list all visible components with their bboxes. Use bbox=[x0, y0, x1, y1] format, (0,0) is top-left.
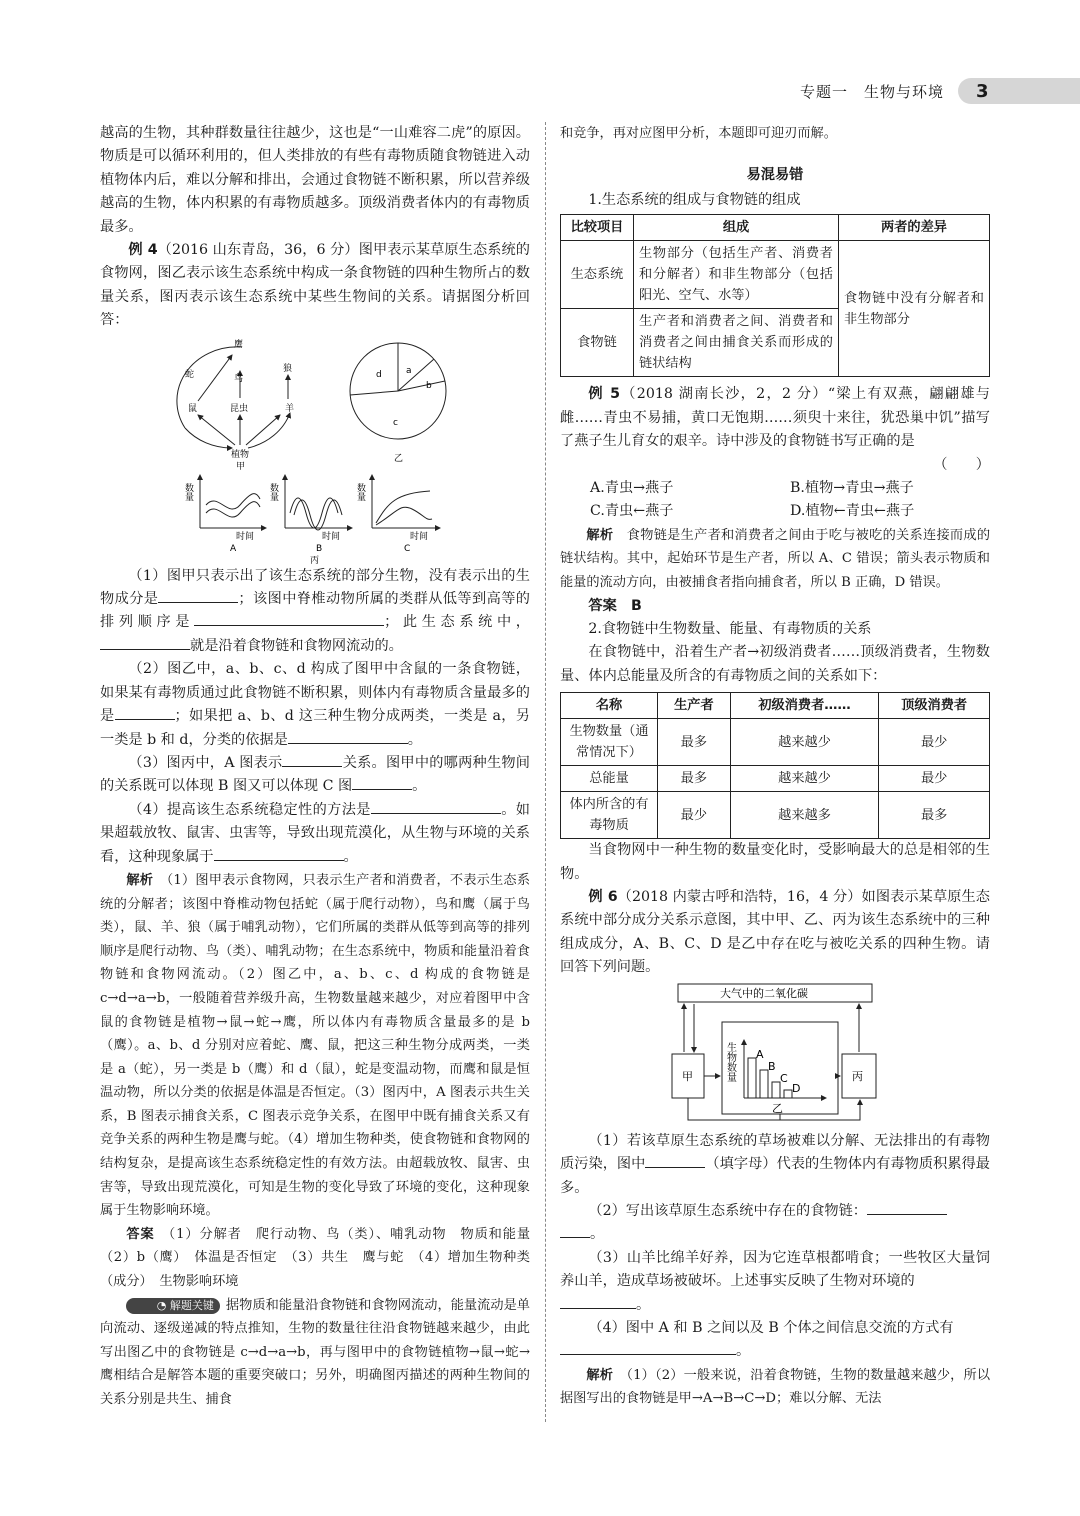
q1-part-d: 就是沿着食物链和食物网流动的。 bbox=[190, 637, 403, 654]
t2-row bbox=[561, 719, 990, 766]
answer-4 bbox=[100, 1223, 544, 1294]
graph-B-xlabel: 时间 bbox=[322, 531, 341, 542]
q6-3-part-b: 。 bbox=[636, 1296, 651, 1313]
analysis-5-text: 食物链是生产者和消费者之间由于吃与被吃的关系连接而成的链状结构。其中，起始环节是生产者，所以 A、C 错误；箭头表示物质和能量的流动方向，由被捕食者指向捕食者，所以 B 正确，D 错误。 bbox=[560, 527, 991, 591]
web-wolf: 狼 bbox=[283, 363, 293, 374]
q1-blank-1[interactable] bbox=[158, 588, 238, 603]
pie-label-d: d bbox=[376, 369, 382, 380]
t1-row2-comp: 生产者和消费者之间、消费者和消费者之间由捕食关系而形成的链状结构 bbox=[634, 309, 839, 377]
answer-5 bbox=[560, 595, 990, 618]
t1-row2-item: 食物链 bbox=[561, 309, 634, 377]
example-4-text: （2016 山东青岛，36，6 分）图甲表示某草原生态系统的食物网，图乙表示该生态系统中构成一条食物链的四种生物所占的数量关系，图丙表示该生态系统中某些生物间的关系。请据图分析回答： bbox=[100, 242, 530, 329]
fig6-yi: 乙 bbox=[772, 1101, 783, 1115]
web-mouse: 鼠 bbox=[188, 403, 198, 414]
relation-table bbox=[560, 692, 990, 839]
pie-diagram bbox=[350, 343, 446, 464]
graph-A bbox=[183, 475, 266, 554]
q6-2-part-a: （2）写出该草原生态系统中存在的食物链： bbox=[588, 1202, 867, 1219]
fig6-bar-d: D bbox=[792, 1081, 801, 1095]
q1-part-a: （1）图甲只表示出了该生态系统的部分生物，没有表示出的生物成分是 bbox=[100, 567, 530, 608]
analysis-4-label: 解析 bbox=[126, 872, 154, 888]
t2-cell: 总能量 bbox=[561, 766, 658, 792]
q6-1-part-a: （1）若该草原生态系统的草场被难以分解、无法排出的有毒物质污染，图中 bbox=[560, 1132, 990, 1173]
q6-1-part-b: （填字母）代表的生物体内有毒物质积累得最多。 bbox=[560, 1156, 990, 1196]
t2-cell: 最少 bbox=[879, 719, 990, 766]
note-paragraph: 当食物网中一种生物的数量变化时，受影响最大的总是相邻的生物。 bbox=[560, 842, 990, 882]
analysis-5-label: 解析 bbox=[586, 527, 614, 543]
example-5-options bbox=[560, 477, 990, 524]
q6-3-blank[interactable] bbox=[560, 1294, 636, 1309]
question-6-2 bbox=[560, 1200, 990, 1247]
key-point bbox=[100, 1294, 530, 1412]
q1-blank-2[interactable] bbox=[194, 611, 384, 626]
q6-4-blank[interactable] bbox=[560, 1340, 736, 1355]
option-d[interactable]: D.植物←青虫←燕子 bbox=[790, 503, 915, 520]
q4-part-b: 。如果超载放牧、鼠害、虫害等，导致出现荒漠化，从生物与环境的关系看，这种现象属于 bbox=[100, 801, 530, 865]
question-6-1 bbox=[560, 1130, 990, 1200]
graph-A-label: A bbox=[230, 543, 237, 554]
option-b[interactable]: B.植物→青虫→燕子 bbox=[790, 480, 914, 497]
web-snake: 蛇 bbox=[185, 369, 195, 380]
t2-cell: 体内所含的有毒物质 bbox=[561, 792, 658, 839]
question-1 bbox=[100, 565, 530, 659]
example-4 bbox=[100, 239, 530, 333]
analysis-6 bbox=[560, 1364, 990, 1411]
q2-part-b: ；如果把 a、b、d 这三种生物分成两类，一类是 a，另一类是 b 和 d，分类的依据是 bbox=[100, 708, 530, 748]
option-c[interactable]: C.青虫←燕子 bbox=[590, 503, 674, 520]
answer-5-text: B bbox=[630, 597, 642, 614]
question-3 bbox=[100, 752, 530, 799]
t1-row1-comp: 生物部分（包括生产者、消费者和分解者）和非生物部分（包括阳光、空气、水等） bbox=[634, 241, 839, 309]
q2-part-a: （2）图乙中，a、b、c、d 构成了图甲中含鼠的一条食物链，如果某有毒物质通过此食物链不断积累，则体内有毒物质含量最多的是 bbox=[100, 661, 530, 725]
example-6-label: 例 6 bbox=[588, 889, 618, 906]
web-eagle: 鹰 bbox=[234, 339, 244, 350]
question-2 bbox=[100, 658, 530, 752]
header-topic: 专题一 生物与环境 bbox=[799, 82, 944, 101]
q4-blank-2[interactable] bbox=[214, 846, 344, 861]
q3-part-a: （3）图丙中，A 图表示 bbox=[128, 754, 283, 771]
section-title: 易混易错 bbox=[746, 166, 804, 183]
comparison-table bbox=[560, 214, 990, 377]
fig6-title: 大气中的二氧化碳 bbox=[720, 986, 808, 1000]
example-4-label: 例 4 bbox=[128, 242, 158, 259]
question-6-3 bbox=[560, 1247, 990, 1317]
graph-B bbox=[268, 475, 352, 554]
t1-row1-item: 生态系统 bbox=[561, 241, 634, 309]
example-6-text: （2018 内蒙古呼和浩特，16，4 分）如图表示某草原生态系统中部分成分关系示意图，其中甲、乙、丙为该生态系统中的三种组成成分，A、B、C、D 是乙中存在吃与被吃关系的四种生物。请回答下列问题。 bbox=[560, 889, 990, 976]
web-insect: 昆虫 bbox=[230, 403, 249, 414]
answer-4-label: 答案 bbox=[126, 1226, 155, 1242]
graph-C-xlabel: 时间 bbox=[410, 531, 429, 542]
fig6-bar-c: C bbox=[780, 1071, 788, 1085]
t1-header-diff: 两者的差异 bbox=[839, 215, 990, 241]
example-5-paren: （ ） bbox=[933, 456, 990, 473]
t2-cell: 生物数量（通常情况下） bbox=[561, 719, 658, 766]
key-point-text: 据物质和能量沿食物链和食物网流动，能量流动是单向流动、逐级递减的特点推知，生物的数量往往沿食物链越来越少，由此写出图乙中的食物链是 c→d→a→b，再与图甲中的食物链植物→鼠→蛇→鹰相结合是解答本题的重要突破口；另外，明确图丙描述的两种生物间的关系分别是共生、捕食 bbox=[100, 1297, 530, 1407]
q2-part-c: 。 bbox=[407, 731, 422, 748]
t2-row bbox=[561, 792, 990, 839]
t2-cell: 越来越少 bbox=[730, 766, 879, 792]
fig6-bar-a: A bbox=[756, 1047, 764, 1061]
graphs-caption: 丙 bbox=[310, 555, 320, 565]
analysis-6-label: 解析 bbox=[586, 1367, 614, 1383]
column-divider bbox=[545, 122, 546, 1422]
q4-part-c: 。 bbox=[343, 848, 358, 865]
q1-part-b: ；该图中脊椎动物所属的类群从低等到高等的排列顺序是 bbox=[100, 591, 530, 631]
question-4 bbox=[100, 799, 530, 869]
pie-label-a: a bbox=[406, 365, 412, 376]
graph-B-ylabel: 数量 bbox=[268, 482, 278, 501]
q3-part-b: 关系。图甲中的哪两种生物间的关系既可以体现 B 图又可以体现 C 图 bbox=[100, 754, 530, 795]
t2-header-3: 顶级消费者 bbox=[879, 693, 990, 719]
example-6-figure bbox=[560, 980, 990, 1130]
graph-A-xlabel: 时间 bbox=[236, 531, 255, 542]
key-point-icon: ◔ 解题关键 bbox=[126, 1298, 220, 1314]
key-point-label: 解题关键 bbox=[169, 1298, 214, 1312]
question-6-4 bbox=[560, 1317, 990, 1364]
option-a[interactable]: A.青虫→燕子 bbox=[590, 480, 674, 497]
subheading-1: 1.生态系统的组成与食物链的组成 bbox=[588, 192, 801, 208]
fig6-jia: 甲 bbox=[682, 1069, 693, 1083]
q3-blank-2[interactable] bbox=[352, 775, 412, 790]
q2-blank-1[interactable] bbox=[115, 705, 175, 720]
t2-header-0: 名称 bbox=[561, 693, 658, 719]
answer-5-label: 答案 bbox=[588, 597, 617, 614]
fig6-bing: 丙 bbox=[852, 1069, 863, 1083]
graph-C-ylabel: 数量 bbox=[355, 482, 365, 501]
t2-header-1: 生产者 bbox=[658, 693, 731, 719]
graph-C bbox=[355, 475, 440, 554]
pie-label-c: c bbox=[393, 417, 398, 428]
t2-cell: 最多 bbox=[658, 719, 731, 766]
example-5 bbox=[560, 383, 990, 453]
right-column bbox=[560, 122, 990, 1411]
graph-A-ylabel: 数量 bbox=[183, 482, 193, 501]
analysis-4-text: （1）图甲表示食物网，只表示生产者和消费者，不表示生态系统的分解者；该图中脊椎动物包括蛇（属于爬行动物），鸟和鹰（属于鸟类），鼠、羊、狼（属于哺乳动物），它们所属的类群从低等到高等的排列顺序是爬行动物、鸟（类）、哺乳动物；在生态系统中，物质和能量沿着食物链和食物网流动。（2）图乙中，a、b、c、d 构成的食物链是 c→d→a→b，一般随着营养级升高，生物数量越来越少，对应着图甲中含鼠的食物链是植物→鼠→蛇→鹰，所以体内有毒物质含量最多的是 b（鹰）。a、b、d 分别对应着蛇、鹰、鼠，把这三种生物分成两类，一类是 a（蛇），另一类是 b（鹰）和 d（鼠），蛇是变温动物，而鹰和鼠是恒温动物，所以分类的依据是体温是否恒定。（3）图丙中，A 图表示共生关系，B 图表示捕食关系，C 图表示竞争关系，在图甲中既有捕食关系又有竞争关系的两种生物是鹰与蛇。（4）增加生物种类，使食物链和食物网的结构复杂，是提高该生态系统稳定性的有效方法。由超载放牧、鼠害、虫害等，导致出现荒漠化，可知是生物的变化导致了环境的变化，这种现象属于生物影响环境。 bbox=[100, 872, 531, 1219]
web-bird: 鸟 bbox=[234, 373, 244, 384]
graph-B-label: B bbox=[316, 543, 323, 554]
example-5-text: （2018 湖南长沙，2，2 分）“梁上有双燕，翩翩雄与雌……青虫不易捕，黄口无饱期……须臾十来往，犹恐巢中饥”描写了燕子生儿育女的艰辛。诗中涉及的食物链书写正确的是 bbox=[560, 386, 990, 450]
t1-header-comp: 组成 bbox=[634, 215, 839, 241]
web-sheep: 羊 bbox=[285, 403, 295, 414]
t1-diff: 食物链中没有分解者和非生物部分 bbox=[839, 241, 990, 377]
t2-cell: 最少 bbox=[879, 766, 990, 792]
page-header bbox=[800, 78, 1080, 104]
answer-4-text: （1）分解者 爬行动物、鸟（类）、哺乳动物 物质和能量 （2）b（鹰） 体温是否恒定 （3）共生 鹰与蛇 （4）增加生物种类（成分） 生物影响环境 bbox=[100, 1226, 544, 1290]
analysis-5 bbox=[560, 524, 990, 595]
example-4-figure bbox=[100, 333, 530, 565]
pie-caption: 乙 bbox=[394, 453, 404, 464]
q3-part-c: 。 bbox=[412, 778, 427, 795]
q1-blank-3[interactable] bbox=[100, 635, 190, 650]
t2-row bbox=[561, 766, 990, 792]
left-column bbox=[100, 122, 544, 1412]
example-6 bbox=[560, 886, 990, 980]
fig6-bar-b: B bbox=[768, 1059, 776, 1073]
analysis-4 bbox=[100, 869, 530, 1223]
q4-blank-1[interactable] bbox=[371, 799, 501, 814]
fig6-ylabel: 生物数量 bbox=[724, 1041, 736, 1082]
page-number: 3 bbox=[958, 78, 1080, 104]
q6-2-blank-2[interactable] bbox=[560, 1223, 590, 1238]
q2-blank-2[interactable] bbox=[288, 729, 408, 744]
q3-blank-1[interactable] bbox=[282, 752, 342, 767]
t2-cell: 最多 bbox=[879, 792, 990, 839]
t2-cell: 越来越少 bbox=[730, 719, 879, 766]
t2-cell: 越来越多 bbox=[730, 792, 879, 839]
t2-cell: 最少 bbox=[658, 792, 731, 839]
q6-2-part-b: 。 bbox=[590, 1226, 605, 1243]
q4-part-a: （4）提高该生态系统稳定性的方法是 bbox=[128, 801, 371, 818]
food-web-diagram bbox=[177, 338, 294, 472]
intro-paragraph: 越高的生物，其种群数量往往越少，这也是“一山难容二虎”的原因。物质是可以循环利用的，但人类排放的有些有毒物质随食物链进入动植物体内后，难以分解和排出，会通过食物链不断积累，所以营养级越高的生物，体内积累的有毒物质越多。顶级消费者体内的有毒物质最多。 bbox=[100, 125, 530, 235]
t1-header-item: 比较项目 bbox=[561, 215, 634, 241]
q6-1-blank[interactable] bbox=[645, 1153, 705, 1168]
q6-4-part-b: 。 bbox=[736, 1343, 751, 1360]
q6-2-blank-1[interactable] bbox=[867, 1200, 947, 1215]
relation-paragraph: 在食物链中，沿着生产者→初级消费者……顶级消费者，生物数量、体内总能量及所含的有毒物质之间的关系如下： bbox=[560, 644, 990, 684]
web-plant: 植物 bbox=[231, 449, 250, 460]
web-caption: 甲 bbox=[236, 461, 246, 472]
q6-3-part-a: （3）山羊比绵羊好养，因为它连草根都啃食；一些牧区大量饲养山羊，造成草场被破坏。上述事实反映了生物对环境的 bbox=[560, 1249, 990, 1290]
q1-part-c: ；此生态系统中， bbox=[384, 614, 530, 631]
t2-cell: 最多 bbox=[658, 766, 731, 792]
t2-header-2: 初级消费者…… bbox=[730, 693, 879, 719]
graph-C-label: C bbox=[404, 543, 411, 554]
subheading-2: 2.食物链中生物数量、能量、有毒物质的关系 bbox=[588, 621, 872, 638]
q6-4-part-a: （4）图中 A 和 B 之间以及 B 个体之间信息交流的方式有 bbox=[588, 1319, 954, 1336]
example-5-label: 例 5 bbox=[588, 386, 620, 403]
continuation: 和竞争，再对应图甲分析，本题即可迎刃而解。 bbox=[560, 126, 837, 141]
pie-label-b: b bbox=[426, 380, 432, 391]
analysis-6-text: （1）（2）一般来说，沿着食物链，生物的数量越来越少，所以据图写出的食物链是甲→A→B→C→D；难以分解、无法 bbox=[560, 1367, 991, 1407]
